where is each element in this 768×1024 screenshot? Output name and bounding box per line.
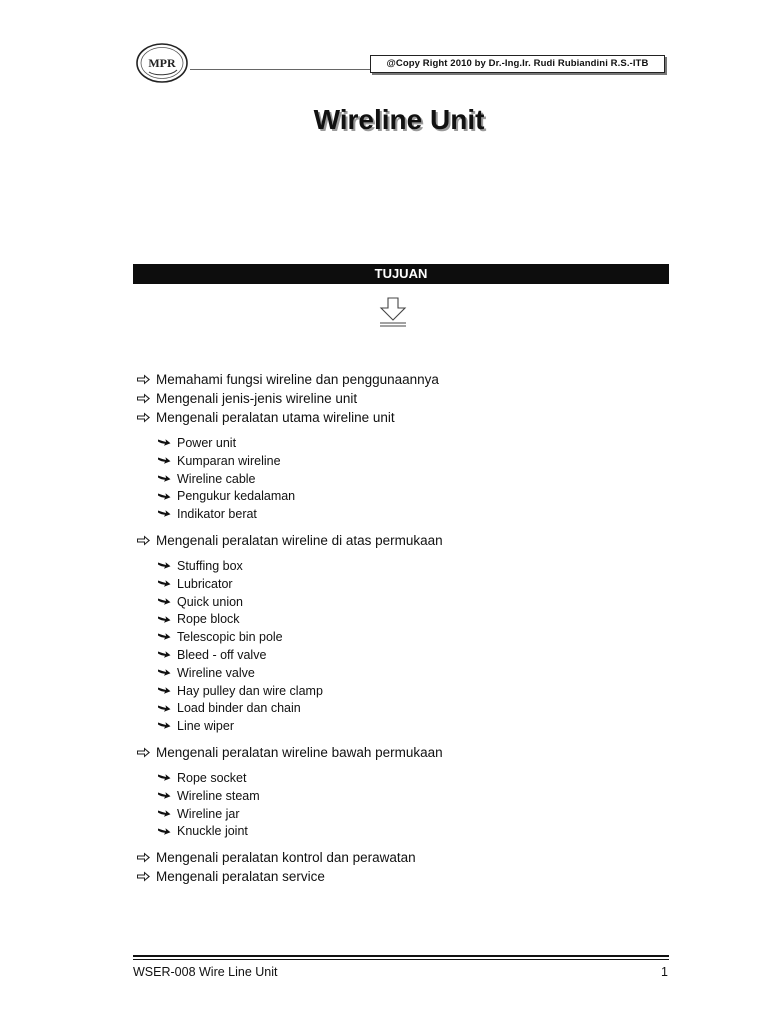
- section-header-tujuan: TUJUAN: [133, 264, 669, 284]
- footer-rule: [133, 955, 669, 957]
- page-number: 1: [661, 965, 668, 979]
- sub-item-text: Hay pulley dan wire clamp: [177, 683, 323, 698]
- sub-item: [157, 788, 260, 805]
- sub-item-text: Knuckle joint: [177, 824, 248, 839]
- sub-item-text: Line wiper: [177, 719, 234, 734]
- hand-pointer-icon: [157, 489, 177, 503]
- hand-pointer-icon: [157, 595, 177, 609]
- hand-pointer-icon: [157, 666, 177, 680]
- hand-pointer-icon: [157, 771, 177, 785]
- hand-pointer-icon: [157, 684, 177, 698]
- objective-text: Mengenali peralatan kontrol dan perawatan: [156, 850, 416, 866]
- sub-item-text: Quick union: [177, 594, 244, 609]
- objective-item: [136, 390, 357, 408]
- hand-pointer-icon: [157, 577, 177, 591]
- hand-pointer-icon: [157, 436, 177, 450]
- page-title: Wireline Unit: [313, 104, 485, 135]
- svg-text:MPR: MPR: [148, 56, 176, 70]
- sub-item-text: Pengukur kedalaman: [177, 489, 296, 504]
- bullet-arrow-icon: [136, 745, 156, 760]
- sub-item-text: Stuffing box: [177, 559, 243, 573]
- header-rule: [190, 69, 370, 70]
- objective-text: Mengenali jenis-jenis wireline unit: [156, 391, 358, 406]
- objective-text: Mengenali peralatan wireline di atas permukaan: [156, 533, 443, 548]
- objective-text: Mengenali peralatan utama wireline unit: [156, 410, 395, 425]
- hand-pointer-icon: [157, 472, 177, 486]
- hand-pointer-icon: [157, 824, 177, 838]
- copyright-notice: @Copy Right 2010 by Dr.-Ing.Ir. Rudi Rubiandini R.S.-ITB: [370, 55, 665, 73]
- footer-document-code: WSER-008 Wire Line Unit: [133, 965, 278, 979]
- sub-item: [157, 823, 248, 840]
- hand-pointer-icon: [157, 507, 177, 521]
- sub-item: [157, 665, 255, 682]
- sub-item-text: Load binder dan chain: [177, 701, 301, 716]
- sub-item: [157, 453, 281, 470]
- bullet-arrow-icon: [136, 533, 156, 548]
- bullet-arrow-icon: [136, 391, 156, 406]
- hand-pointer-icon: [157, 454, 177, 468]
- sub-item-text: Wireline jar: [177, 806, 240, 821]
- objective-item: [136, 532, 443, 550]
- mpr-logo: [135, 42, 191, 84]
- sub-item: [157, 435, 236, 452]
- hand-pointer-icon: [157, 630, 177, 644]
- sub-item-text: Wireline steam: [177, 788, 260, 803]
- sub-item-text: Bleed - off valve: [177, 648, 267, 662]
- objective-item: [136, 868, 325, 886]
- bullet-arrow-icon: [136, 410, 156, 425]
- sub-item: [157, 647, 266, 664]
- sub-item-text: Rope block: [177, 612, 240, 627]
- hand-pointer-icon: [157, 701, 177, 715]
- bullet-arrow-icon: [136, 850, 156, 865]
- objective-text: Memahami fungsi wireline dan penggunaannya: [156, 372, 439, 387]
- sub-item-text: Telescopic bin pole: [177, 630, 283, 645]
- hand-pointer-icon: [157, 789, 177, 803]
- sub-item-text: Lubricator: [177, 576, 233, 591]
- objective-item: [136, 849, 416, 867]
- sub-item-text: Kumparan wireline: [177, 453, 281, 468]
- bullet-arrow-icon: [136, 869, 156, 884]
- sub-item: [157, 558, 243, 575]
- sub-item-text: Rope socket: [177, 771, 247, 785]
- objective-text: Mengenali peralatan service: [156, 869, 325, 885]
- sub-item: [157, 611, 240, 628]
- hand-pointer-icon: [157, 719, 177, 733]
- objective-item: [136, 409, 395, 427]
- objective-item: [136, 744, 443, 762]
- sub-item: [157, 770, 246, 787]
- hand-pointer-icon: [157, 559, 177, 573]
- hand-pointer-icon: [157, 612, 177, 626]
- objective-item: [136, 371, 439, 389]
- sub-item: [157, 471, 256, 488]
- sub-item-text: Wireline cable: [177, 471, 256, 486]
- sub-item: [157, 594, 243, 611]
- sub-item: [157, 806, 240, 823]
- hand-pointer-icon: [157, 648, 177, 662]
- sub-item-text: Power unit: [177, 436, 237, 450]
- sub-item: [157, 683, 323, 700]
- sub-item-text: Indikator berat: [177, 507, 257, 522]
- bullet-arrow-icon: [136, 372, 156, 387]
- sub-item: [157, 718, 234, 735]
- footer-rule-thin: [133, 959, 669, 960]
- sub-item: [157, 700, 301, 717]
- hand-pointer-icon: [157, 807, 177, 821]
- objective-text: Mengenali peralatan wireline bawah permukaan: [156, 745, 443, 760]
- sub-item-text: Wireline valve: [177, 665, 255, 680]
- sub-item: [157, 488, 295, 505]
- down-arrow-icon: [378, 296, 408, 328]
- sub-item: [157, 629, 283, 646]
- sub-item: [157, 576, 233, 593]
- sub-item: [157, 506, 257, 523]
